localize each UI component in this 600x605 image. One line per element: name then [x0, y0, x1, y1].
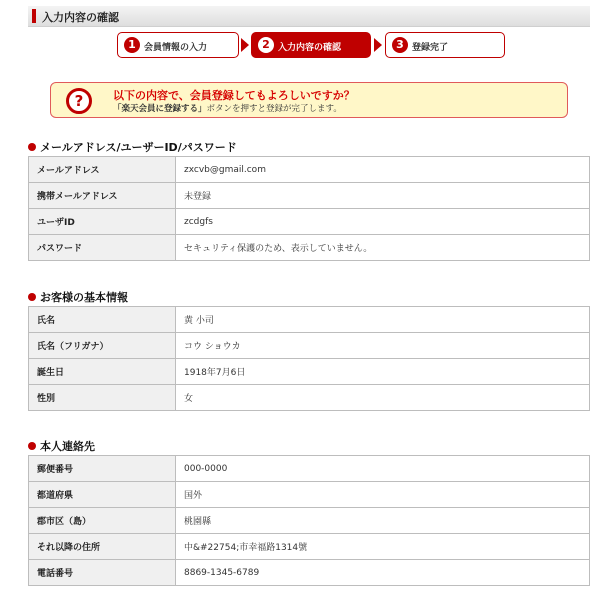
- confirmation-message: 以下の内容で、会員登録してもよろしいですか？: [113, 89, 355, 102]
- table-row: [29, 560, 590, 586]
- field-value: 国外: [176, 482, 590, 508]
- header-accent-bar: [32, 9, 36, 23]
- step-indicator: [0, 32, 600, 60]
- field-label: ユーザID: [29, 209, 176, 235]
- field-value: 1918年7月6日: [176, 359, 590, 385]
- step-3-label: 登録完了: [412, 43, 449, 53]
- basic-info-table: [28, 306, 590, 411]
- field-label: 携帯メールアドレス: [29, 183, 176, 209]
- step-3-number-icon: 3: [392, 37, 408, 53]
- field-label: 都道府県: [29, 482, 176, 508]
- account-table: [28, 156, 590, 261]
- section-title-account: [28, 139, 237, 155]
- field-label: 氏名（フリガナ）: [29, 333, 176, 359]
- step-arrow-icon: [241, 38, 249, 52]
- table-row: [29, 456, 590, 482]
- field-label: 性別: [29, 385, 176, 411]
- field-value: 中&#22754;市幸福路1314號: [176, 534, 590, 560]
- field-value: コウ ショウカ: [176, 333, 590, 359]
- field-value: 桃園縣: [176, 508, 590, 534]
- field-label: 氏名: [29, 307, 176, 333]
- step-2-number-icon: 2: [258, 37, 274, 53]
- table-row: [29, 385, 590, 411]
- table-row: [29, 534, 590, 560]
- table-row: [29, 183, 590, 209]
- field-label: メールアドレス: [29, 157, 176, 183]
- table-row: [29, 333, 590, 359]
- step-1-number-icon: 1: [124, 37, 140, 53]
- field-label: 誕生日: [29, 359, 176, 385]
- question-icon: ?: [66, 88, 92, 114]
- table-row: [29, 508, 590, 534]
- field-label: それ以降の住所: [29, 534, 176, 560]
- bullet-icon: [28, 293, 36, 301]
- confirmation-notice: [50, 82, 568, 118]
- section-title-contact: [28, 438, 95, 454]
- section-title-account-label: メールアドレス/ユーザーID/パスワード: [40, 141, 237, 154]
- step-arrow-icon: [374, 38, 382, 52]
- section-title-contact-label: 本人連絡先: [40, 440, 95, 453]
- field-label: 電話番号: [29, 560, 176, 586]
- field-value: zxcvb@gmail.com: [176, 157, 590, 183]
- field-value: 未登録: [176, 183, 590, 209]
- field-value: セキュリティ保護のため、表示していません。: [176, 235, 590, 261]
- step-3: [385, 32, 505, 58]
- field-label: パスワード: [29, 235, 176, 261]
- bullet-icon: [28, 442, 36, 450]
- table-row: [29, 235, 590, 261]
- field-value: zcdgfs: [176, 209, 590, 235]
- section-title-basic-info-label: お客様の基本情報: [40, 291, 128, 304]
- step-1-label: 会員情報の入力: [144, 43, 208, 53]
- field-value: 黄 小司: [176, 307, 590, 333]
- table-row: [29, 359, 590, 385]
- step-2: [251, 32, 371, 58]
- field-label: 郵便番号: [29, 456, 176, 482]
- step-2-label: 入力内容の確認: [278, 43, 342, 53]
- bullet-icon: [28, 143, 36, 151]
- table-row: [29, 482, 590, 508]
- field-label: 郡市区（島）: [29, 508, 176, 534]
- field-value: 8869-1345-6789: [176, 560, 590, 586]
- table-row: [29, 307, 590, 333]
- section-title-basic-info: [28, 289, 128, 305]
- field-value: 女: [176, 385, 590, 411]
- field-value: 000-0000: [176, 456, 590, 482]
- confirmation-subtext: [113, 102, 342, 114]
- table-row: [29, 157, 590, 183]
- step-1: [117, 32, 239, 58]
- contact-table: [28, 455, 590, 586]
- confirmation-subtext-rest: ボタンを押すと登録が完了します。: [206, 104, 342, 114]
- page-header: [28, 6, 590, 27]
- register-button-reference: 「楽天会員に登録する」: [113, 104, 207, 114]
- table-row: [29, 209, 590, 235]
- page-title: 入力内容の確認: [42, 11, 119, 24]
